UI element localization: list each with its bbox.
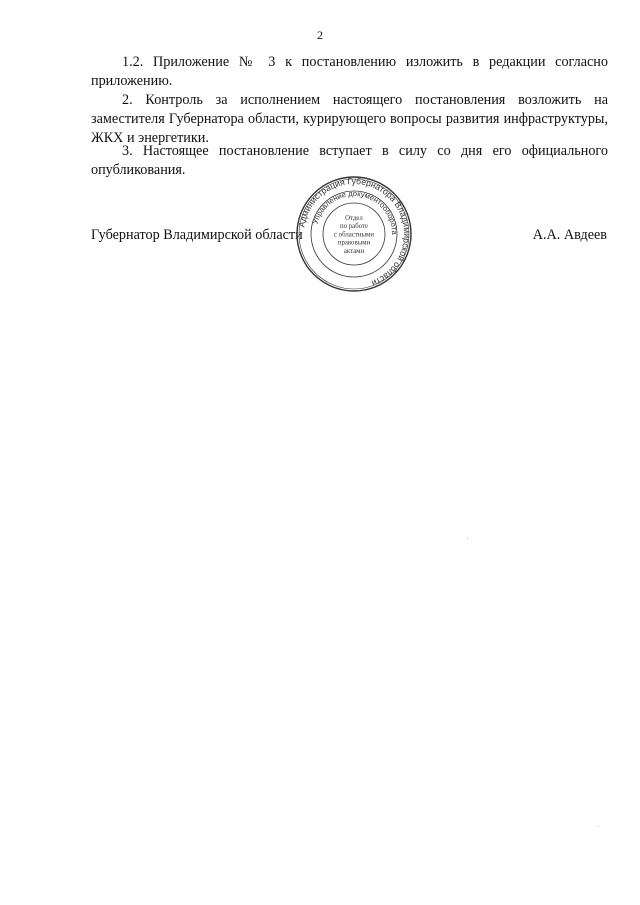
seal-center-line: по работе (340, 223, 368, 231)
seal-center-line: актами (343, 247, 365, 255)
paragraph-3: 3. Настоящее постановление вступает в силу со дня его официального опубликования. (91, 143, 608, 178)
scan-speck (467, 538, 468, 539)
signature-position: Губернатор Владимирской области (91, 227, 303, 243)
seal-center-line: правовыми (337, 239, 371, 247)
official-seal-stamp (294, 174, 414, 294)
paragraph-1-2: 1.2. Приложение № 3 к постановлению изложить в редакции согласно приложению. (91, 54, 608, 89)
seal-center-text (334, 215, 374, 255)
paragraph-2: 2. Контроль за исполнением настоящего постановления возложить на заместителя Губернатора области, курирующего вопросы развития инфраструктуры, ЖКХ и энергетики. (91, 92, 608, 146)
seal-inner-ring-text: Управление документооборота (310, 188, 400, 235)
page-number: 2 (317, 28, 323, 42)
scan-speck (598, 826, 599, 827)
seal-outer-text: Администрация Губернатора Владимирской области (296, 175, 413, 289)
seal-center-line: Отдел (345, 215, 363, 222)
seal-center-line: с областными (334, 231, 374, 239)
signature-name: А.А. Авдеев (532, 227, 607, 243)
